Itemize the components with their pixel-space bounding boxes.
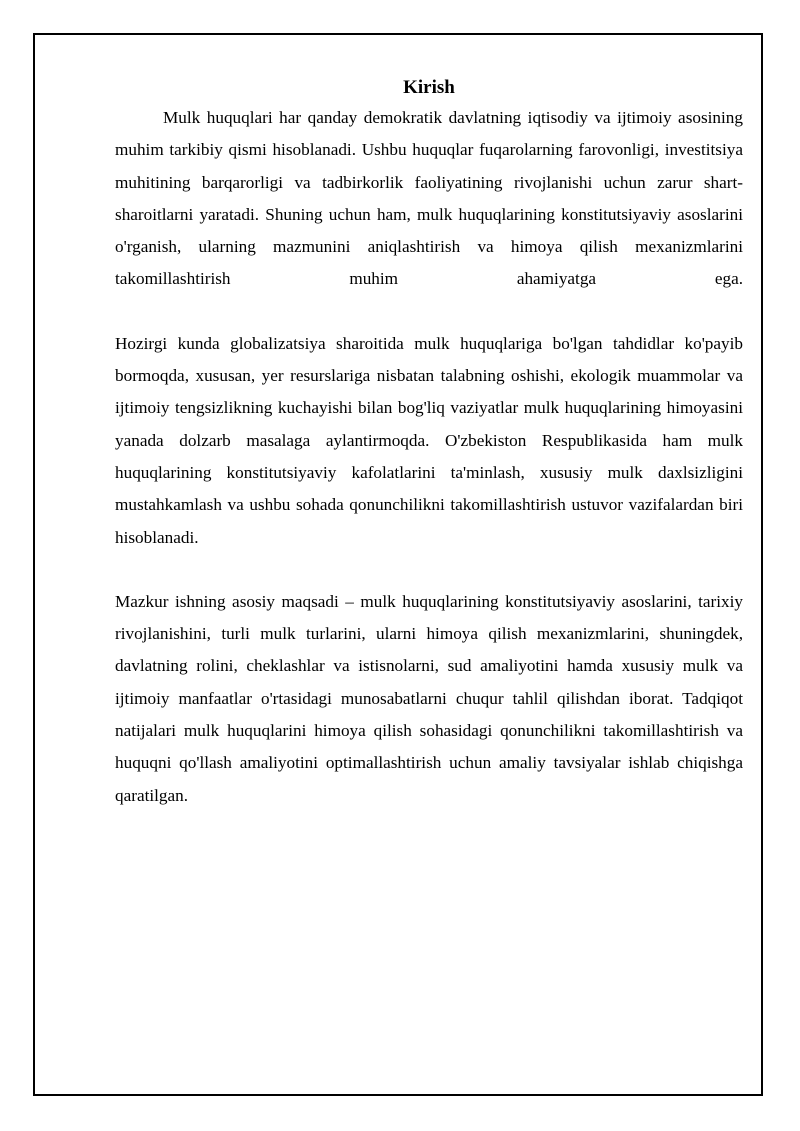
paragraph-2: Hozirgi kunda globalizatsiya sharoitida mulk huquqlariga bo'lgan tahdidlar ko'payib bormoqda, xususan, yer resurslariga nisbatan talabning oshishi, ekologik muammolar va ijtimoiy tengsizlikning kuchayishi bilan bog'liq vaziyatlar mulk huquqlarining himoyasini yanada dolzarb masalaga aylantirmoqda. O'zbekiston Respublikasida ham mulk huquqlarining konstitutsiyaviy kafolatlarini ta'minlash, xususiy mulk daxlsizligini mustahkamlash va ushbu sohada qonunchilikni takomillashtirish ustuvor vazifalardan biri hisoblanadi. — [115, 333, 743, 547]
document-body — [115, 75, 743, 812]
document-title: Kirish — [403, 77, 455, 98]
paragraph-3: Mazkur ishning asosiy maqsadi – mulk huquqlarining konstitutsiyaviy asoslarini, tarixiy rivojlanishini, turli mulk turlarini, ularni himoya qilish mexanizmlarini, shuningdek, davlatning rolini, cheklashlar va istisnolarni, sud amaliyotini hamda xususiy mulk va ijtimoiy manfaatlar o'rtasidagi munosabatlarni chuqur tahlil qilishdan iborat. Tadqiqot natijalari mulk huquqlarini himoya qilish sohasidagi qonunchilikni takomillashtirish va huquqni qo'llash amaliyotini optimallashtirish uchun amaliy tavsiyalar ishlab chiqishga qaratilgan. — [115, 591, 743, 805]
paragraph-1: Mulk huquqlari har qanday demokratik davlatning iqtisodiy va ijtimoiy asosining muhim tarkibiy qismi hisoblanadi. Ushbu huquqlar fuqarolarning farovonligi, investitsiya muhitining barqarorligi va tadbirkorlik faoliyatining rivojlanishi uchun zarur shart-sharoitlarni yaratadi. Shuning uchun ham, mulk huquqlarining konstitutsiyaviy asoslarini o'rganish, ularning mazmunini aniqlashtirish va himoya qilish mexanizmlarini takomillashtirish muhim ahamiyatga ega. — [115, 108, 743, 289]
paragraph-gap — [115, 296, 743, 328]
paragraph-gap — [115, 554, 743, 586]
